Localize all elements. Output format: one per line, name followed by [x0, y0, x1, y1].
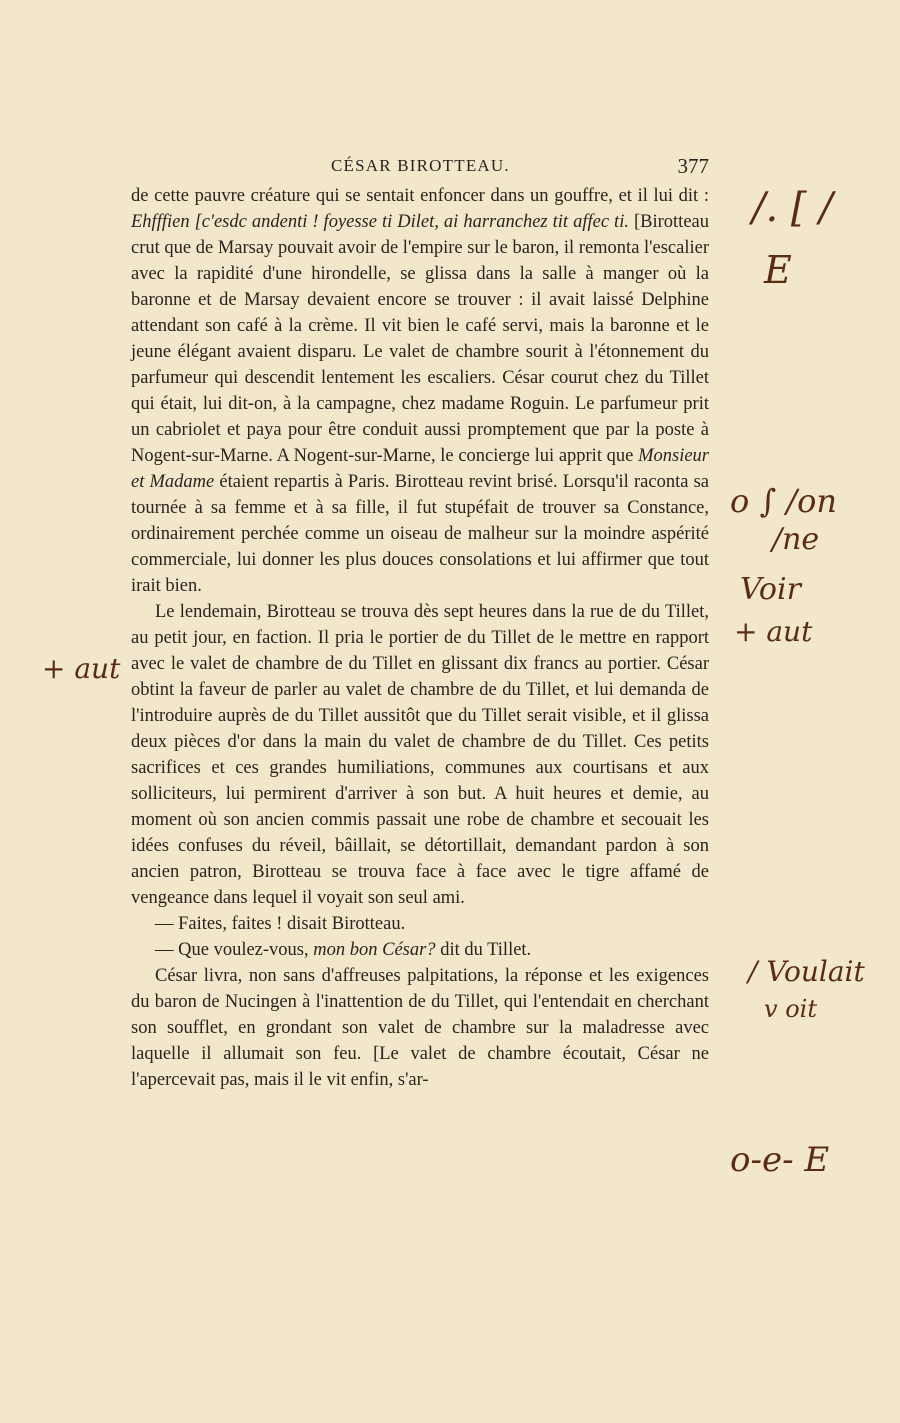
- paragraph: [131, 911, 709, 937]
- handwritten-margin-note: Voir: [740, 572, 801, 607]
- page-header: [131, 154, 709, 180]
- handwritten-margin-note: v oit: [764, 995, 817, 1023]
- paragraph: [131, 937, 709, 963]
- text-run: de cette pauvre créature qui se sentait enfoncer dans un gouffre, et il lui dit :: [131, 186, 709, 206]
- italic-run: Monsieur et Madame: [131, 446, 709, 492]
- italic-run: Ehfffien [c'esdc andenti ! foyesse ti Dilet, ai harranchez tit affec ti.: [131, 212, 629, 232]
- handwritten-margin-note: + aut: [42, 652, 121, 685]
- handwritten-margin-note: /. [ /: [752, 185, 833, 231]
- text-run: César livra, non sans d'affreuses palpitations, la réponse et les exigences du baron de Nucingen à l'inattention de du Tillet, qui l'entendait en cherchant son soufflet, en grondant son valet de chambre sur la maladresse avec laquelle il allumait son feu. [Le valet de chambre écoutait, César ne l'apercevait pas, mais il le vit enfin, s'ar-: [131, 966, 709, 1090]
- page-number: 377: [677, 154, 709, 178]
- handwritten-margin-note: o-e- E: [730, 1140, 830, 1180]
- paragraph: [131, 963, 709, 1093]
- italic-run: mon bon César?: [313, 940, 436, 960]
- handwritten-margin-note: /ne: [772, 522, 820, 557]
- running-head: CÉSAR BIROTTEAU.: [331, 156, 510, 175]
- text-run: — Faites, faites ! disait Birotteau.: [155, 914, 406, 934]
- handwritten-margin-note: o ∫ /on: [730, 482, 837, 520]
- handwritten-margin-note: / Voulait: [748, 955, 865, 988]
- paragraph: [131, 183, 709, 599]
- text-run: — Que voulez-vous,: [155, 940, 314, 960]
- handwritten-margin-note: + aut: [734, 615, 813, 648]
- handwritten-margin-note: E: [764, 248, 792, 292]
- text-run: étaient repartis à Paris. Birotteau revint brisé. Lorsqu'il raconta sa tournée à sa femme et à sa fille, il fut stupéfait de trouver sa Constance, ordinairement perchée comme un oiseau de malheur sur la moindre aspérité commerciale, lui donner les plus douces consolations et lui affirmer que tout irait bien.: [131, 472, 710, 596]
- paragraph: [131, 599, 709, 911]
- text-run: [Birotteau crut que de Marsay pouvait avoir de l'empire sur le baron, il remonta l'escalier avec la rapidité d'une hirondelle, se glissa dans la salle à manger où la baronne et de Marsay devaient encore se trouver : il avait laissé Delphine attendant son café à la crème. Il vit bien le café servi, mais la baronne et le jeune élégant avaient disparu. Le valet de chambre sourit à l'étonnement du parfumeur qui descendit lentement les escaliers. César courut chez du Tillet qui était, lui dit-on, à la campagne, chez madame Roguin. Le parfumeur prit un cabriolet et paya pour être conduit aussi promptement que par la poste à Nogent-sur-Marne. A Nogent-sur-Marne, le concierge lui apprit que: [131, 212, 709, 466]
- body-text: [131, 183, 709, 1093]
- text-run: Le lendemain, Birotteau se trouva dès sept heures dans la rue de du Tillet, au petit jour, en faction. Il pria le portier de du Tillet de le mettre en rapport avec le valet de chambre de du Tillet en glissant dix francs au portier. César obtint la faveur de parler au valet de chambre de du Tillet, et lui demanda de l'introduire auprès de du Tillet aussitôt que du Tillet serait visible, et il glissa deux pièces d'or dans la main du valet de chambre de du Tillet. Ces petits sacrifices et ces grandes humiliations, communes aux courtisans et aux solliciteurs, lui permirent d'arriver à son but. A huit heures et demie, au moment où son ancien commis passait une robe de chambre et secouait les idées confuses du réveil, bâillait, se détortillait, demandant pardon à son ancien patron, Birotteau se trouva face à face avec le tigre affamé de vengeance dans lequel il voyait son seul ami.: [131, 602, 709, 908]
- text-run: dit du Tillet.: [435, 940, 532, 960]
